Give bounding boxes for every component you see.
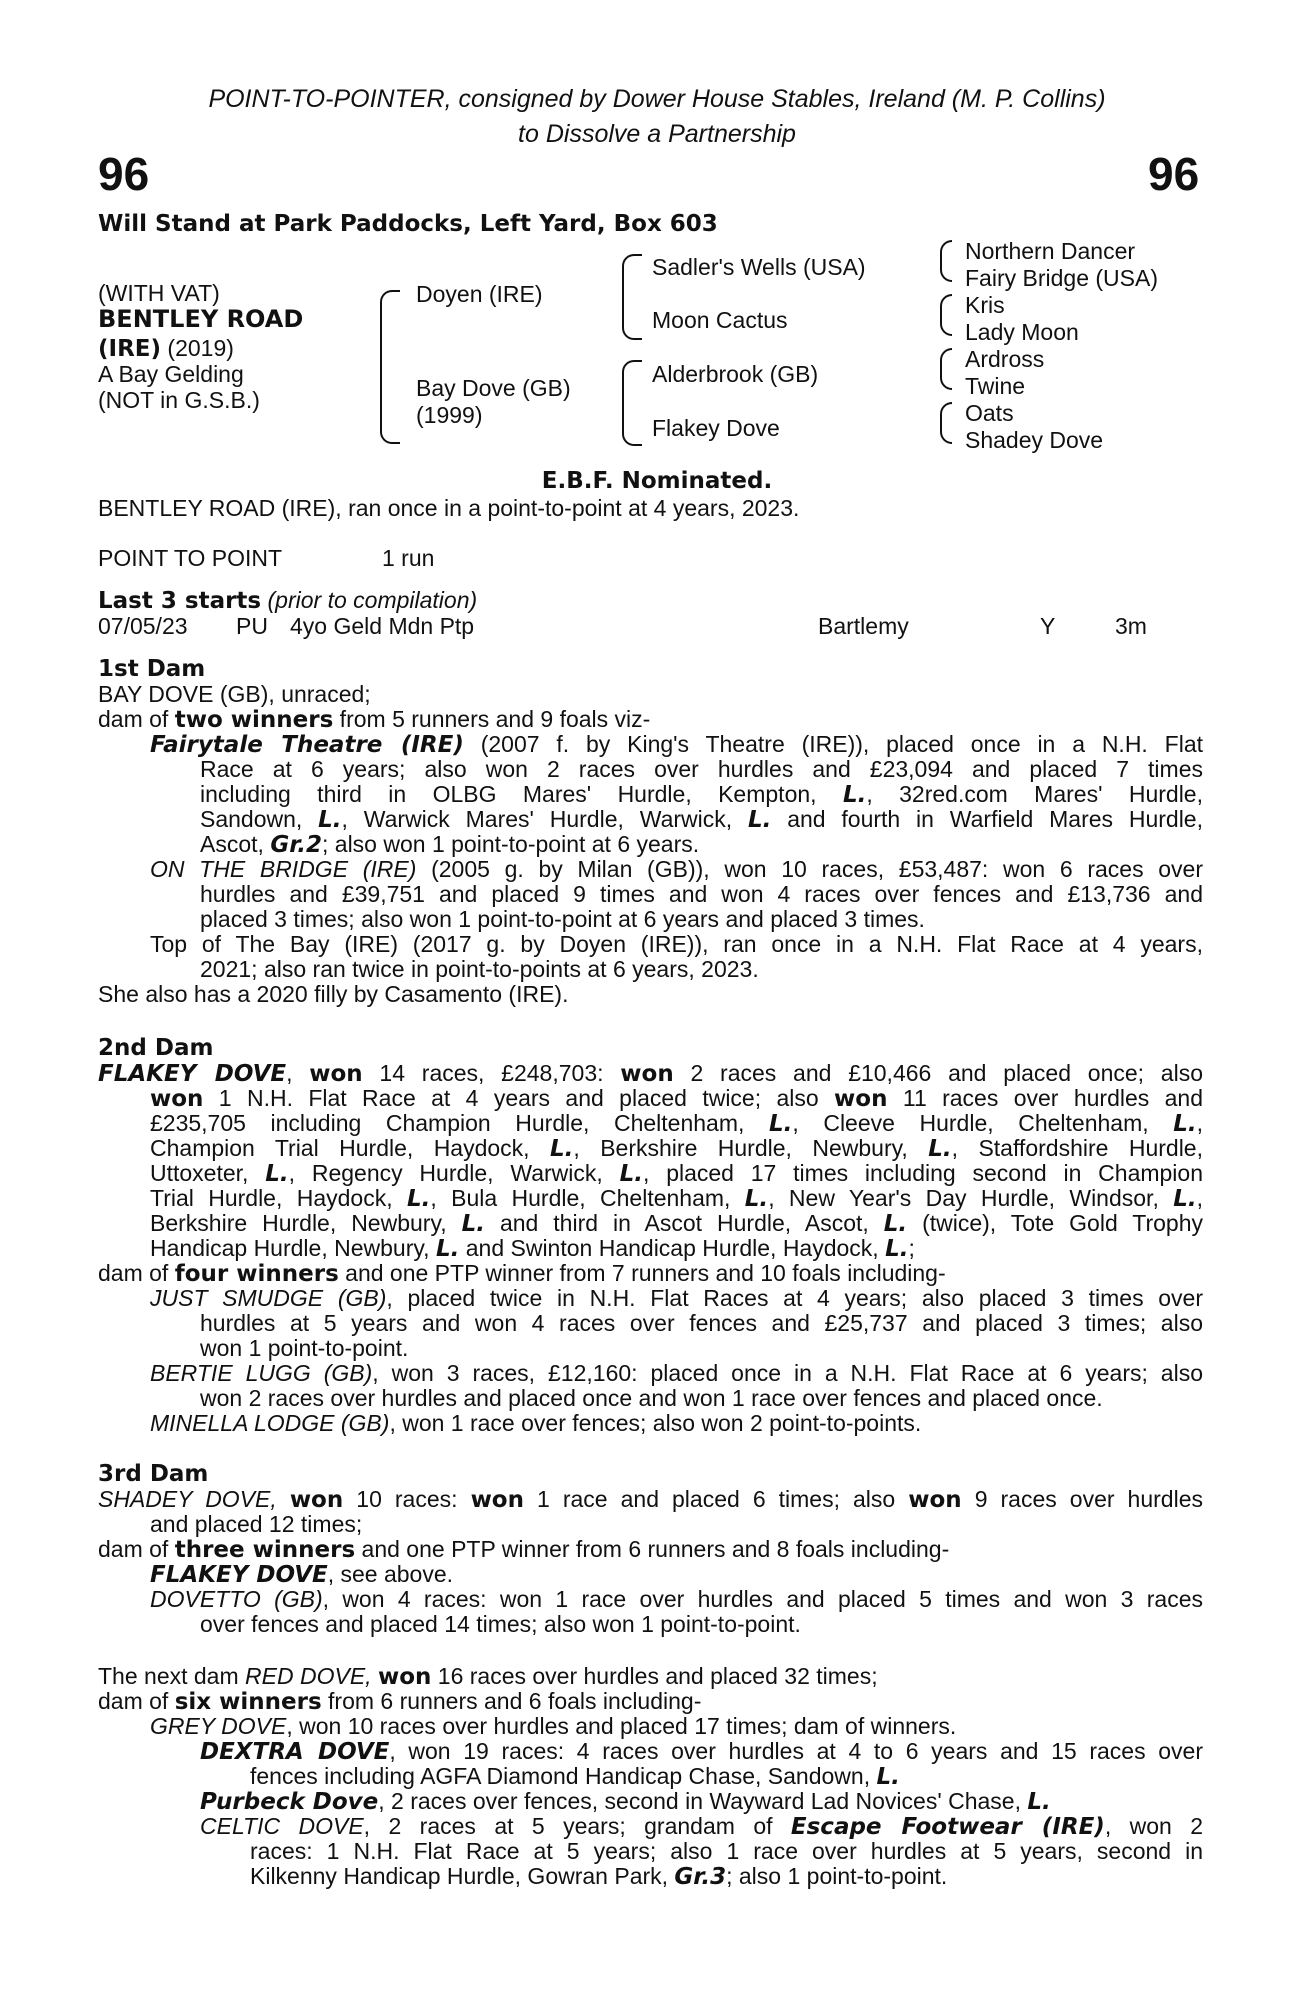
progeny-line: 2021; also ran twice in point-to-points at 6 years, 2023. (200, 956, 759, 982)
last-starts-heading: Last 3 starts (prior to compilation) (98, 587, 478, 614)
progeny-line: hurdles and £39,751 and placed 9 times and won 4 races over fences and £13,736 and (200, 881, 1203, 907)
pedigree-brace-gs2 (940, 294, 952, 336)
dam-sire: Alderbrook (GB) (652, 361, 819, 387)
progeny-line: Race at 6 years; also won 2 races over hurdles and £23,094 and placed 7 times (200, 756, 1203, 782)
race-summary: BENTLEY ROAD (IRE), ran once in a point-to-point at 4 years, 2023. (98, 495, 800, 521)
second-dam-line: Trial Hurdle, Haydock, L., Bula Hurdle, Cheltenham, L., New Year's Day Hurdle, Windsor, L., (150, 1185, 1203, 1212)
great-grandparent: Ardross (965, 346, 1045, 372)
first-dam-line: BAY DOVE (GB), unraced; (98, 681, 371, 707)
progeny-line: Purbeck Dove, 2 races over fences, second in Wayward Lad Novices' Chase, L. (200, 1788, 1051, 1815)
second-dam-line: £235,705 including Champion Hurdle, Cheltenham, L., Cleeve Hurdle, Cheltenham, L., (150, 1110, 1203, 1137)
progeny-line: Sandown, L., Warwick Mares' Hurdle, Warwick, L. and fourth in Warfield Mares Hurdle, (200, 806, 1203, 833)
progeny-line: ON THE BRIDGE (IRE) (2005 g. by Milan (GB)), won 10 races, £53,487: won 6 races over (150, 856, 1203, 882)
second-dam-heading: 2nd Dam (98, 1035, 214, 1061)
second-dam-line: FLAKEY DOVE, won 14 races, £248,703: won 2 races and £10,466 and placed once; also (98, 1060, 1203, 1087)
first-dam-produce: dam of two winners from 5 runners and 9 foals viz- (98, 706, 651, 733)
progeny-line: Ascot, Gr.2; also won 1 point-to-point at 6 years. (200, 831, 700, 858)
second-dam-line: Uttoxeter, L., Regency Hurdle, Warwick, L., placed 17 times including second in Champion (150, 1160, 1204, 1187)
progeny-line: CELTIC DOVE, 2 races at 5 years; grandam of Escape Footwear (IRE), won 2 (200, 1813, 1203, 1840)
progeny-line: JUST SMUDGE (GB), placed twice in N.H. Flat Races at 4 years; also placed 3 times over (150, 1285, 1203, 1311)
vat-note: (WITH VAT) (98, 280, 220, 306)
gsb-note: (NOT in G.S.B.) (98, 387, 260, 413)
third-dam-produce: dam of three winners and one PTP winner from 6 runners and 8 foals including- (98, 1536, 950, 1563)
dam-name: Bay Dove (GB) (416, 375, 571, 401)
great-grandparent: Kris (965, 292, 1005, 318)
pedigree-brace-gs4 (940, 402, 952, 444)
dam-year: (1999) (416, 402, 483, 428)
next-dam-produce: dam of six winners from 6 runners and 6 foals including- (98, 1688, 702, 1715)
second-dam-line: Berkshire Hurdle, Newbury, L. and third in Ascot Hurdle, Ascot, L. (twice), Tote Gold Trophy (150, 1210, 1204, 1237)
filly-note: She also has a 2020 filly by Casamento (IRE). (98, 981, 569, 1007)
progeny-line: won 2 races over hurdles and placed once and won 1 race over fences and placed once. (200, 1385, 1103, 1411)
pedigree-brace-dam (622, 360, 642, 446)
great-grandparent: Shadey Dove (965, 427, 1104, 453)
start-date: 07/05/23 (98, 613, 188, 639)
lot-number-left: 96 (98, 148, 150, 200)
progeny-line: fences including AGFA Diamond Handicap Chase, Sandown, L. (250, 1763, 900, 1790)
start-result: PU (236, 613, 268, 639)
progeny-line: Fairytale Theatre (IRE) (2007 f. by King's Theatre (IRE)), placed once in a N.H. Flat (150, 731, 1204, 758)
ebf-note: E.B.F. Nominated. (541, 468, 773, 494)
lot-number-right: 96 (1148, 148, 1200, 200)
pedigree-brace-main (380, 290, 400, 444)
progeny-line: FLAKEY DOVE, see above. (150, 1561, 454, 1588)
great-grandparent: Oats (965, 400, 1014, 426)
great-grandparent: Fairy Bridge (USA) (965, 265, 1158, 291)
progeny-line: BERTIE LUGG (GB), won 3 races, £12,160: placed once in a N.H. Flat Race at 6 years; also (150, 1360, 1203, 1386)
progeny-line: DEXTRA DOVE, won 19 races: 4 races over hurdles at 4 to 6 years and 15 races over (200, 1738, 1203, 1765)
progeny-line: including third in OLBG Mares' Hurdle, Kempton, L., 32red.com Mares' Hurdle, (200, 781, 1203, 808)
sire-sire: Sadler's Wells (USA) (652, 254, 866, 280)
progeny-line: won 1 point-to-point. (200, 1335, 409, 1361)
consignor-line: POINT-TO-POINTER, consigned by Dower House Stables, Ireland (M. P. Collins) (208, 85, 1106, 113)
great-grandparent: Lady Moon (965, 319, 1079, 345)
first-dam-heading: 1st Dam (98, 656, 206, 682)
pedigree-brace-sire (622, 254, 642, 340)
second-dam-line: won 1 N.H. Flat Race at 4 years and placed twice; also won 11 races over hurdles and (150, 1085, 1203, 1112)
progeny-line: races: 1 N.H. Flat Race at 5 years; also 1 race over hurdles at 5 years, second in (250, 1838, 1203, 1864)
dam-dam: Flakey Dove (652, 415, 780, 441)
start-race: 4yo Geld Mdn Ptp (290, 613, 475, 639)
progeny-line: MINELLA LODGE (GB), won 1 race over fences; also won 2 point-to-points. (150, 1410, 922, 1436)
next-dam-line: The next dam RED DOVE, won 16 races over hurdles and placed 32 times; (98, 1663, 878, 1690)
second-dam-produce: dam of four winners and one PTP winner from 7 runners and 10 foals including- (98, 1260, 946, 1287)
horse-origin: (IRE) (2019) (98, 335, 234, 362)
consignor-line-2: to Dissolve a Partnership (518, 120, 796, 148)
horse-description: A Bay Gelding (98, 361, 244, 387)
start-going: Y (1040, 613, 1056, 639)
progeny-line: hurdles at 5 years and won 4 races over fences and £25,737 and placed 3 times; also (200, 1310, 1203, 1336)
great-grandparent: Northern Dancer (965, 238, 1136, 264)
third-dam-heading: 3rd Dam (98, 1461, 209, 1487)
horse-name: BENTLEY ROAD (98, 305, 304, 333)
great-grandparent: Twine (965, 373, 1026, 399)
progeny-line: Top of The Bay (IRE) (2017 g. by Doyen (IRE)), ran once in a N.H. Flat Race at 4 years, (150, 931, 1203, 957)
progeny-line: over fences and placed 14 times; also won 1 point-to-point. (200, 1611, 801, 1637)
sire-name: Doyen (IRE) (416, 281, 543, 307)
start-distance: 3m (1115, 613, 1147, 639)
progeny-line: Kilkenny Handicap Hurdle, Gowran Park, Gr.3; also 1 point-to-point. (250, 1863, 948, 1890)
second-dam-line: Handicap Hurdle, Newbury, L. and Swinton Handicap Hurdle, Haydock, L.; (150, 1235, 915, 1262)
ptp-label: POINT TO POINT (98, 545, 283, 571)
sire-dam: Moon Cactus (652, 307, 788, 333)
third-dam-line: SHADEY DOVE, won 10 races: won 1 race and placed 6 times; also won 9 races over hurdles (98, 1486, 1203, 1513)
pedigree-brace-gs1 (940, 240, 952, 282)
third-dam-line: and placed 12 times; (150, 1511, 363, 1537)
progeny-line: GREY DOVE, won 10 races over hurdles and placed 17 times; dam of winners. (150, 1713, 957, 1739)
pedigree-brace-gs3 (940, 348, 952, 390)
progeny-line: placed 3 times; also won 1 point-to-point at 6 years and placed 3 times. (200, 906, 925, 932)
second-dam-line: Champion Trial Hurdle, Haydock, L., Berkshire Hurdle, Newbury, L., Staffordshire Hurdle, (150, 1135, 1203, 1162)
stabling-info: Will Stand at Park Paddocks, Left Yard, Box 603 (98, 211, 718, 237)
progeny-line: DOVETTO (GB), won 4 races: won 1 race over hurdles and placed 5 times and won 3 races (150, 1586, 1203, 1612)
ptp-runs: 1 run (382, 545, 435, 571)
start-course: Bartlemy (818, 613, 909, 639)
